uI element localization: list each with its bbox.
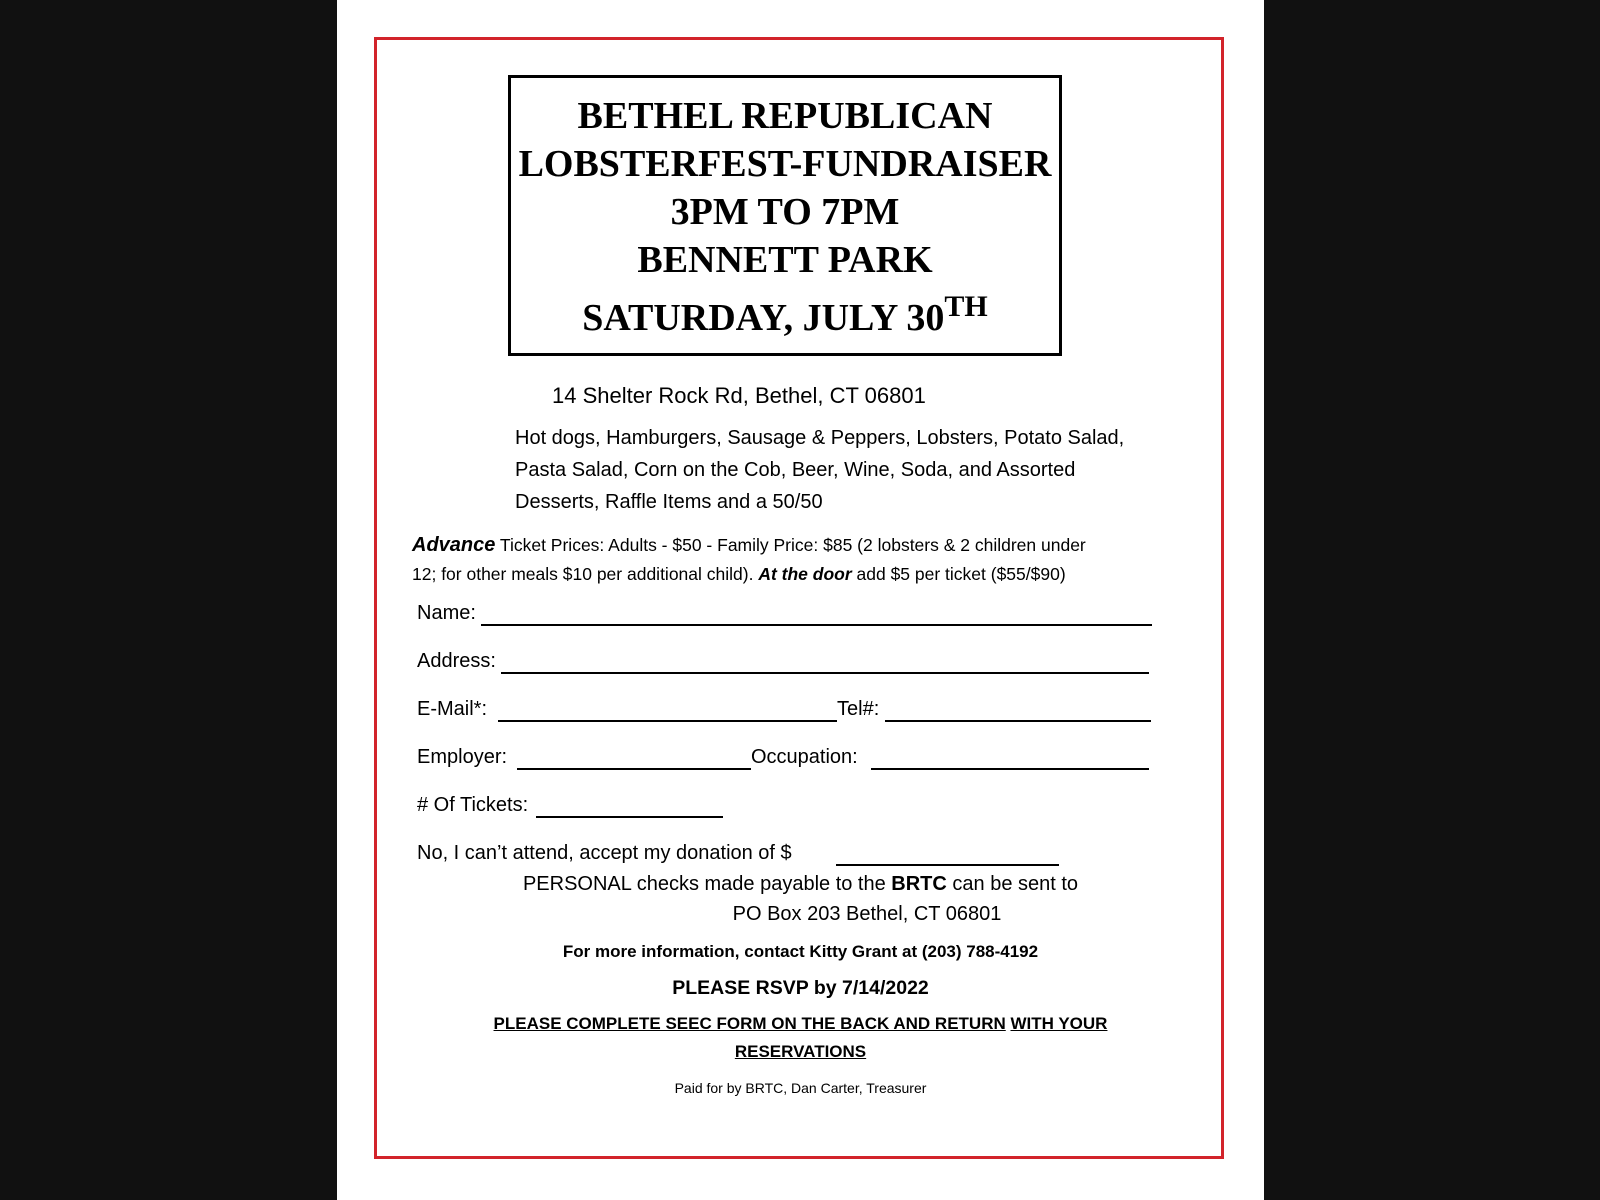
flyer-page — [337, 0, 1264, 1200]
tickets-input-line[interactable] — [536, 816, 723, 818]
at-door-label: At the door — [758, 564, 852, 584]
pricing-line-1 — [412, 534, 1086, 557]
seec-notice-line-1 — [337, 1014, 1264, 1034]
pricing-line-1-text: Ticket Prices: Adults - $50 - Family Price: $85 (2 lobsters & 2 children under — [495, 535, 1086, 555]
title-line-1: BETHEL REPUBLICAN — [577, 95, 993, 137]
seec-notice-line-2 — [337, 1042, 1264, 1062]
address-input-line[interactable] — [501, 672, 1149, 674]
pricing-line-2 — [412, 564, 1066, 585]
advance-label: Advance — [412, 534, 496, 556]
tel-label: Tel#: — [837, 698, 880, 720]
menu-line-3: Desserts, Raffle Items and a 50/50 — [515, 491, 823, 513]
seec-notice-reservations: RESERVATIONS — [734, 1042, 867, 1061]
name-label: Name: — [417, 602, 476, 624]
title-line-5 — [511, 290, 1059, 341]
email-label: E-Mail*: — [417, 698, 488, 720]
menu-line-1: Hot dogs, Hamburgers, Sausage & Peppers, Lobsters, Potato Salad, — [515, 427, 1125, 449]
contact-info: For more information, contact Kitty Grant at (203) 788-4192 — [562, 942, 1039, 961]
brtc-label: BRTC — [891, 873, 947, 895]
name-input-line[interactable] — [481, 624, 1152, 626]
checks-text-end: can be sent to — [946, 873, 1079, 895]
seec-notice-part-2: WITH YOUR — [1010, 1014, 1108, 1033]
rsvp-deadline: PLEASE RSVP by 7/14/2022 — [672, 977, 929, 999]
title-line-2: LOBSTERFEST-FUNDRAISER — [518, 143, 1052, 185]
event-address: 14 Shelter Rock Rd, Bethel, CT 06801 — [552, 383, 926, 408]
title-box — [508, 75, 1062, 356]
menu-line-2: Pasta Salad, Corn on the Cob, Beer, Wine, Soda, and Assorted — [515, 459, 1076, 481]
tickets-label: # Of Tickets: — [417, 794, 529, 816]
checks-line-2: PO Box 203 Bethel, CT 06801 — [732, 903, 1002, 925]
address-label: Address: — [417, 650, 496, 672]
employer-label: Employer: — [417, 746, 508, 768]
occupation-input-line[interactable] — [871, 768, 1149, 770]
pricing-line-2-start: 12; for other meals $10 per additional child). — [412, 564, 759, 584]
email-input-line[interactable] — [498, 720, 837, 722]
occupation-label: Occupation: — [751, 746, 858, 768]
event-date: SATURDAY, JULY 30 — [582, 297, 945, 339]
checks-line-1 — [337, 873, 1264, 896]
pricing-line-2-end: add $5 per ticket ($55/$90) — [851, 564, 1066, 584]
date-suffix: TH — [944, 290, 988, 323]
employer-input-line[interactable] — [517, 768, 751, 770]
paid-for-disclaimer: Paid for by BRTC, Dan Carter, Treasurer — [674, 1080, 927, 1096]
title-line-4: BENNETT PARK — [637, 239, 933, 281]
donation-label: No, I can’t attend, accept my donation of $ — [417, 842, 792, 864]
seec-notice-part-1: PLEASE COMPLETE SEEC FORM ON THE BACK AND RETURN — [493, 1014, 1006, 1033]
tel-input-line[interactable] — [885, 720, 1151, 722]
title-line-3: 3PM TO 7PM — [670, 191, 900, 233]
checks-text-start: PERSONAL checks made payable to the — [522, 873, 892, 895]
donation-input-line[interactable] — [836, 864, 1059, 866]
